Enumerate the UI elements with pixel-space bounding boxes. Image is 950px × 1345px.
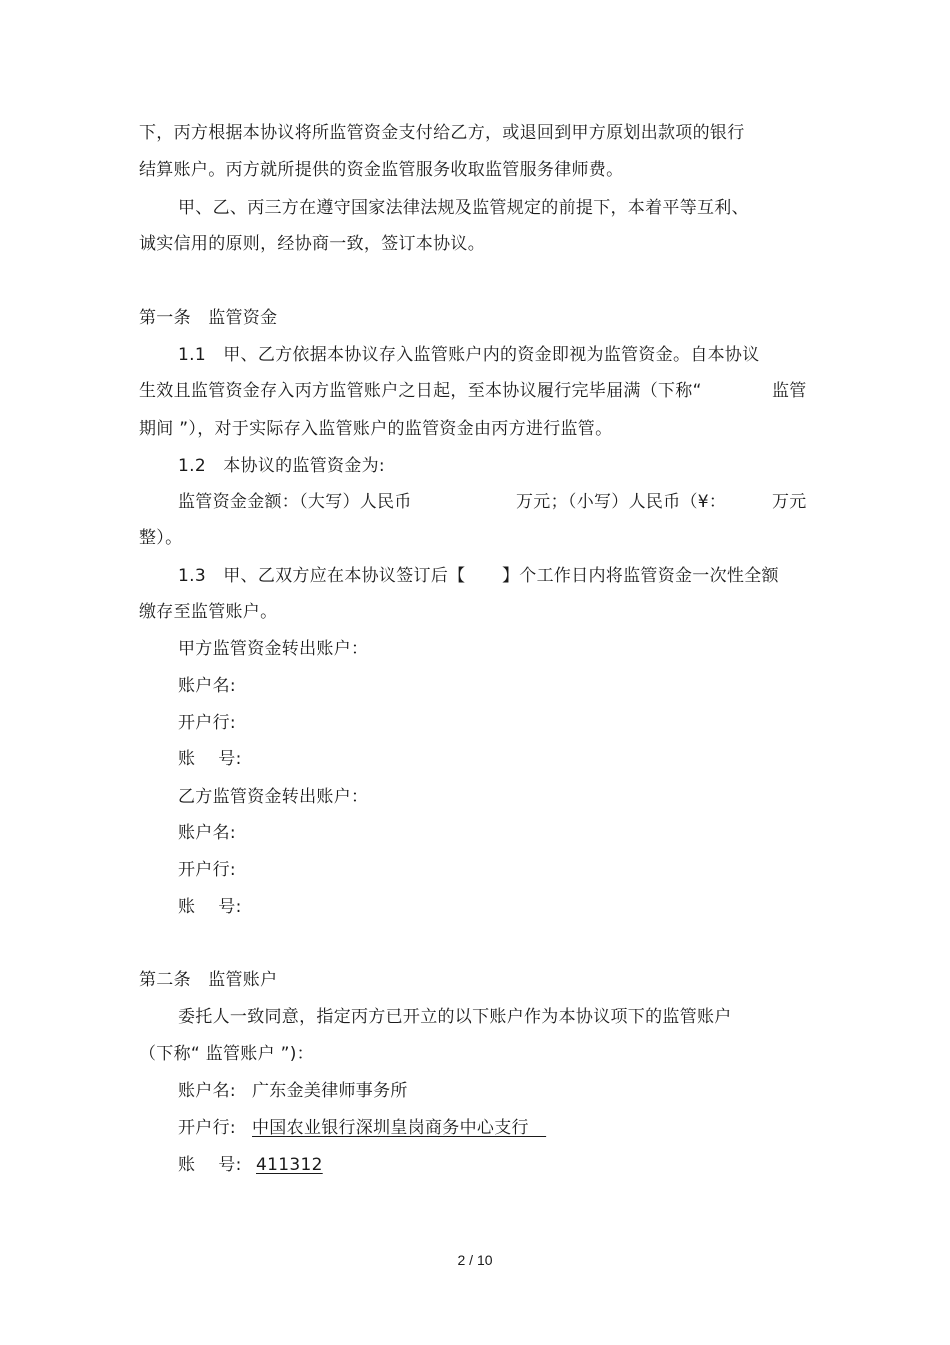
page-number: 2 / 10: [457, 1252, 493, 1268]
party-b-account-name: 账户名:: [178, 823, 236, 843]
article-2-title: 第二条 监管账户: [139, 970, 278, 990]
article-2-para-line-1: 委托人一致同意，指定丙方已开立的以下账户作为本协议项下的监管账户: [178, 1007, 732, 1027]
intro-line-1: 下，丙方根据本协议将所监管资金支付给乙方，或退回到甲方原划出款项的银行: [139, 123, 745, 143]
clause-1-3-pre: 1.3 甲、乙双方应在本协议签订后【: [178, 566, 466, 586]
party-a-account-bank: 开户行:: [178, 713, 236, 733]
amount-unit: 万元: [772, 492, 807, 512]
escrow-account-name-value: 广东金美律师事务所: [252, 1081, 408, 1101]
intro-line-4: 诚实信用的原则，经协商一致，签订本协议。: [139, 234, 485, 254]
amount-capital: 监管资金金额：（大写）人民币: [178, 492, 412, 512]
clause-1-2: 1.2 本协议的监管资金为:: [178, 456, 385, 476]
party-a-account-title: 甲方监管资金转出账户：: [178, 639, 369, 659]
party-a-account-number: 账 号:: [178, 749, 242, 769]
amount-figures: 万元；（小写）人民币（¥：: [516, 492, 727, 512]
article-2-para-line-2: （下称“ 监管账户 ”)：: [139, 1044, 314, 1064]
escrow-account-bank-value: 中国农业银行深圳皇岗商务中心支行: [252, 1118, 547, 1138]
article-1-title: 第一条 监管资金: [139, 308, 278, 328]
party-b-account-title: 乙方监管资金转出账户：: [178, 787, 369, 807]
clause-1-1-line-1: 1.1 甲、乙方依据本协议存入监管账户内的资金即视为监管资金。自本协议: [178, 345, 760, 365]
escrow-account-number-value: 411312: [256, 1155, 323, 1175]
party-b-account-bank: 开户行:: [178, 860, 236, 880]
escrow-account-name-label: 账户名:: [178, 1081, 236, 1101]
party-b-account-number: 账 号:: [178, 897, 242, 917]
clause-1-1-line-2-tail: 监管: [772, 381, 807, 401]
escrow-account-bank-label: 开户行:: [178, 1118, 236, 1138]
escrow-account-number-label: 账 号:: [178, 1155, 242, 1175]
clause-1-3-line-2: 缴存至监管账户。: [139, 602, 278, 622]
intro-line-3: 甲、乙、丙三方在遵守国家法律法规及监管规定的前提下，本着平等互利、: [178, 198, 749, 218]
clause-1-1-line-2: 生效且监管资金存入丙方监管账户之日起，至本协议履行完毕届满（下称“: [139, 381, 702, 401]
intro-line-2: 结算账户。丙方就所提供的资金监管服务收取监管服务律师费。: [139, 160, 624, 180]
party-a-account-name: 账户名:: [178, 676, 236, 696]
clause-1-1-line-3: 期间 ”），对于实际存入监管账户的监管资金由丙方进行监管。: [139, 419, 613, 439]
clause-1-3-post: 】个工作日内将监管资金一次性全额: [502, 566, 779, 586]
amount-end: 整）。: [139, 528, 183, 548]
